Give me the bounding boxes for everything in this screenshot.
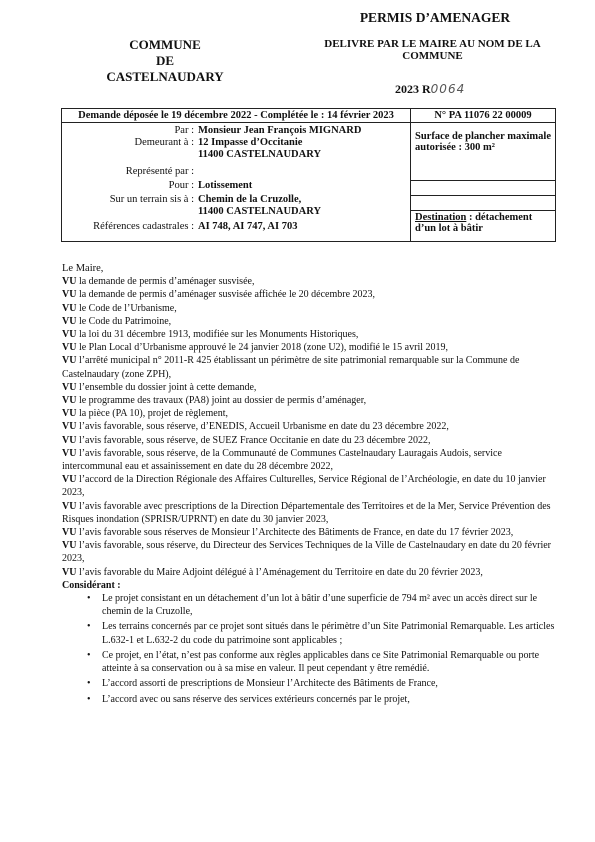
considerant-list <box>62 592 562 706</box>
vu-word: VU <box>62 381 77 393</box>
refs-value: AI 748, AI 747, AI 703 <box>198 221 298 232</box>
applicant-details <box>62 123 411 242</box>
vu-item: VU la pièce (PA 10), projet de règlement, <box>62 408 228 420</box>
vu-word: VU <box>62 540 77 552</box>
permis-year <box>395 82 465 97</box>
commune-line: COMMUNE <box>129 37 201 52</box>
vu-word: VU <box>62 342 77 354</box>
vu-item: VU le Plan Local d’Urbanisme approuvé le 24 janvier 2018 (zone U2), modifié le 15 avril 2019, <box>62 342 449 354</box>
list-item: • L’accord assorti de prescriptions de Monsieur l’Architecte des Bâtiments de France, <box>62 677 562 690</box>
vu-word: VU <box>62 434 77 446</box>
list-item: • Les terrains concernés par ce projet sont situés dans le périmètre d’un Site Patrimonial Remarquable. Les articles L.632-1 et L.632-2 du code du patrimoine sont applicables ; <box>62 620 562 646</box>
vu-item: VU le programme des travaux (PA8) joint au dossier de permis d’aménager, <box>62 395 367 407</box>
vu-word: VU <box>62 474 77 486</box>
list-item: • Le projet consistant en un détachement d’un lot à bâtir d’une superficie de 794 m² avec un accès direct sur le chemin de la Cruzolle, <box>62 592 562 618</box>
refs-label: Références cadastrales : <box>93 221 194 232</box>
surface-cell <box>411 123 556 181</box>
vu-item: VU le Code de l’Urbanisme, <box>62 302 177 314</box>
vu-word: VU <box>62 500 77 512</box>
permis-subtitle: DELIVRE PAR LE MAIRE AU NOM DE LA COMMUNE <box>324 38 541 62</box>
destination-value: : détachement d’un lot à bâtir <box>415 212 533 234</box>
considerant-heading: Considérant : <box>62 579 121 591</box>
vu-word: VU <box>62 329 77 341</box>
vu-word: VU <box>62 276 77 288</box>
par-value: Monsieur Jean François MIGNARD <box>198 125 362 136</box>
vu-word: VU <box>62 355 77 367</box>
vu-word: VU <box>62 408 77 420</box>
par-label: Par : <box>174 125 194 136</box>
list-item: • Ce projet, en l’état, n’est pas conforme aux règles applicables dans ce Site Patrimonial Remarquable ou porte atteinte à sa conservation ou à sa mise en valeur. Il peut cependant y être remédié. <box>62 649 562 675</box>
destination-label: Destination <box>415 212 467 223</box>
vu-word: VU <box>62 302 77 314</box>
list-item: • L’accord avec ou sans réserve des services extérieurs concernés par le projet, <box>62 693 562 706</box>
vu-item: VU la demande de permis d’aménager susvisée affichée le 20 décembre 2023, <box>62 289 376 301</box>
vu-item: VU l’avis favorable sous réserves de Monsieur l’Architecte des Bâtiments de France, en date du 17 février 2023, <box>62 527 514 539</box>
vu-item: VU la demande de permis d’aménager susvisée, <box>62 276 255 288</box>
vu-item: VU l’arrêté municipal n° 2011-R 425 établissant un périmètre de site patrimonial remarquable sur la Commune de Castelnaudary (zone ZPH), <box>62 355 520 380</box>
demeurant-line2: 11400 CASTELNAUDARY <box>198 149 322 160</box>
pour-value: Lotissement <box>198 180 253 191</box>
pour-label: Pour : <box>168 180 194 191</box>
commune-heading <box>95 37 235 85</box>
vu-item: VU le Code du Patrimoine, <box>62 315 172 327</box>
terrain-label: Sur un terrain sis à : <box>109 194 194 205</box>
vu-item: VU l’avis favorable du Maire Adjoint délégué à l’Aménagement du Territoire en date du 20 février 2023, <box>62 566 483 578</box>
demeurant-label: Demeurant à : <box>134 137 194 148</box>
vu-item: VU l’avis favorable, sous réserve, de SUEZ France Occitanie en date du 23 décembre 2022, <box>62 434 431 446</box>
year-label: 2023 R <box>395 82 431 96</box>
request-info-table <box>61 108 556 242</box>
vu-word: VU <box>62 566 77 578</box>
vu-item: VU l’avis favorable, sous réserve, du Directeur des Services Techniques de la Ville de Castelnaudary en date du 20 février 2023, <box>62 540 551 565</box>
vu-word: VU <box>62 421 77 433</box>
commune-line: CASTELNAUDARY <box>106 69 224 84</box>
vu-word: VU <box>62 315 77 327</box>
vu-item: VU l’avis favorable, sous réserve, d’ENEDIS, Accueil Urbanisme en date du 23 décembre 2022, <box>62 421 449 433</box>
vu-word: VU <box>62 289 77 301</box>
terrain-line2: 11400 CASTELNAUDARY <box>198 206 322 217</box>
terrain-line1: Chemin de la Cruzolle, <box>198 194 302 205</box>
demeurant-line1: 12 Impasse d’Occitanie <box>198 137 303 148</box>
vu-word: VU <box>62 527 77 539</box>
vu-item: VU l’ensemble du dossier joint à cette demande, <box>62 381 257 393</box>
vu-item: VU l’accord de la Direction Régionale des Affaires Culturelles, Service Régional de l’Archéologie, en date du 10 janvier 2023, <box>62 474 546 499</box>
empty-cell <box>411 196 556 211</box>
vu-item: VU la loi du 31 décembre 1913, modifiée sur les Monuments Historiques, <box>62 329 359 341</box>
vu-word: VU <box>62 395 77 407</box>
demande-dates: Demande déposée le 19 décembre 2022 - Complétée le : 14 février 2023 <box>62 109 411 123</box>
handwritten-number: 0064 <box>430 82 466 96</box>
destination-cell <box>411 211 556 242</box>
commune-line: DE <box>155 53 175 68</box>
surface-text: Surface de plancher maximale autorisée : 300 m² <box>415 131 551 153</box>
permis-title: PERMIS D’AMENAGER <box>359 10 511 25</box>
empty-cell <box>411 181 556 196</box>
represente-label: Représenté par : <box>125 166 194 177</box>
permit-number: N° PA 11076 22 00009 <box>411 109 556 123</box>
vu-item: VU l’avis favorable avec prescriptions de la Direction Départementale des Territoires et de la Mer, Service Prévention des Risques inondation (SPRISR/UPRNT) en date du 30 janvier 2023, <box>62 500 551 525</box>
vu-word: VU <box>62 447 77 459</box>
decision-body <box>62 262 562 708</box>
le-maire: Le Maire, <box>62 263 104 274</box>
vu-item: VU l’avis favorable, sous réserve, de la Communauté de Communes Castelnaudary Lauragais Audois, service intercommunal eau et assainissement en date du 28 décembre 2022, <box>62 447 502 473</box>
